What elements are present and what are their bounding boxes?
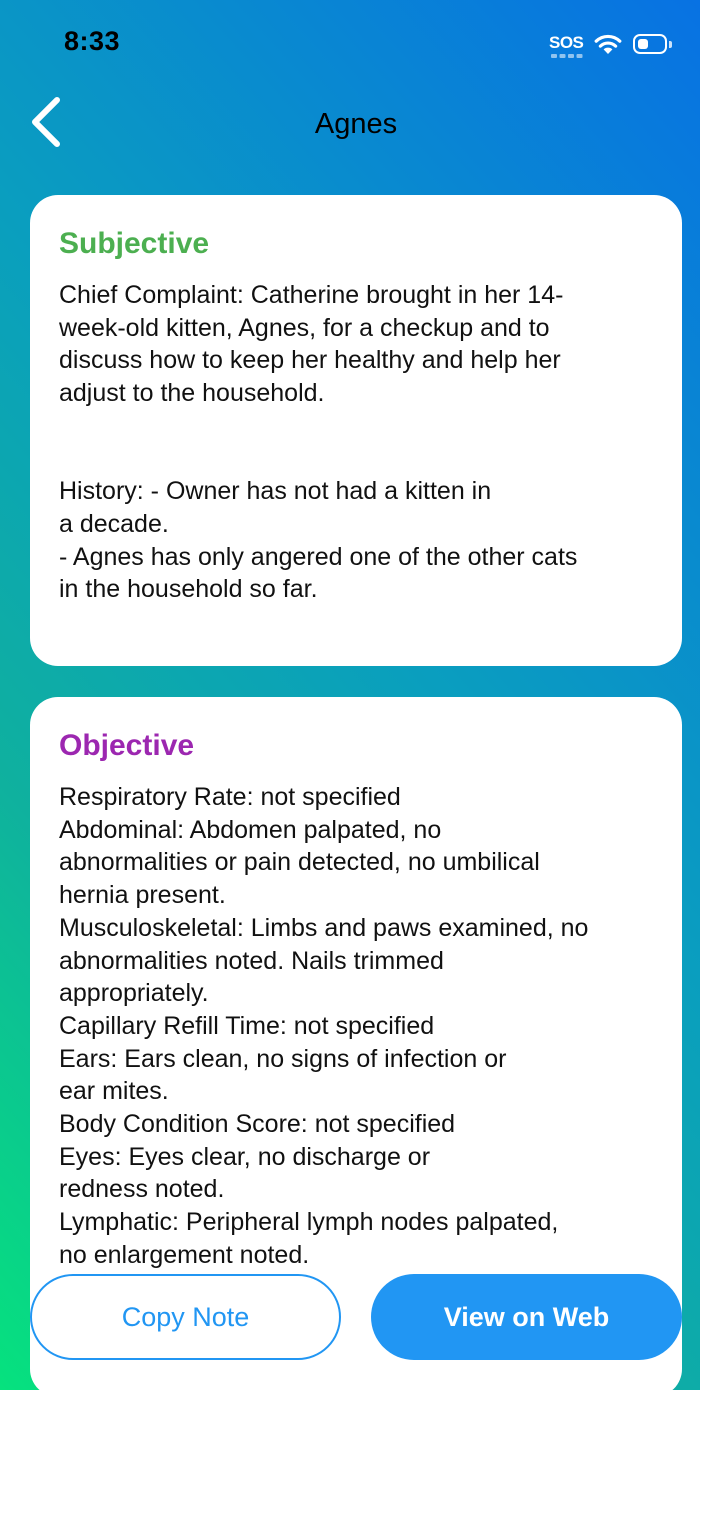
subjective-text: Chief Complaint: Catherine brought in her 14- week-old kitten, Agnes, for a checkup and to discuss how to keep her healthy and help her adjust to the household. History: - Owner has not had a kitten in a decade. - Agnes has only angered one of the other cats in the household so far.	[59, 281, 578, 604]
page-title: Agnes	[314, 108, 398, 140]
copy-note-button[interactable]: Copy Note	[30, 1274, 341, 1360]
battery-level	[638, 39, 648, 49]
signal-dots-icon	[551, 54, 583, 58]
note-scroll-area[interactable]	[0, 180, 700, 1269]
status-time: 8:33	[64, 26, 121, 56]
subjective-card	[30, 195, 682, 666]
subjective-title: Subjective	[59, 227, 210, 260]
view-on-web-button[interactable]: View on Web	[371, 1274, 682, 1360]
sos-indicator: SOS	[549, 33, 584, 52]
battery-cap	[669, 41, 672, 48]
objective-title: Objective	[59, 729, 195, 762]
battery-icon	[633, 34, 667, 54]
wifi-icon	[593, 31, 623, 55]
objective-text: Respiratory Rate: not specified Abdominal: Abdomen palpated, no abnormalities or pain detected, no umbilical hernia present. Musculoskeletal: Limbs and paws examined, no abnormalities noted. Nails trimmed appropriately. Capillary Refill Time: not specified Ears: Ears clean, no signs of infection or ear mites. Body Condition Score: not specified Eyes: Eyes clear, no discharge or redness noted. Lymphatic: Peripheral lymph nodes palpated, no enlargement noted.	[59, 783, 589, 1269]
